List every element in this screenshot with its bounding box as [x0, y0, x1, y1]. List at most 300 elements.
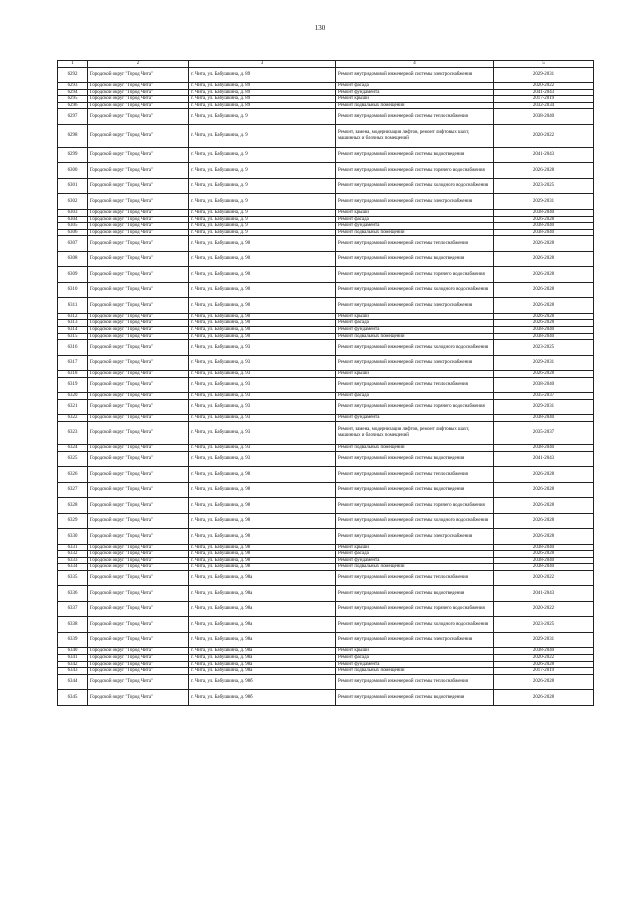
period-cell: 2029-2031: [494, 399, 594, 415]
period-cell: 2020-2022: [494, 83, 594, 90]
work-type-cell: Ремонт внутридомовой инженерной системы водоотведения: [336, 451, 494, 467]
address-cell: г. Чита, ул. Бабушкина, д. 9: [189, 229, 336, 236]
municipality-cell: Городской округ "Город Чита": [88, 223, 189, 230]
row-number: 6323: [58, 422, 88, 445]
column-header: 3: [189, 61, 336, 68]
work-type-cell: Ремонт внутридомовой инженерной системы теплоснабжения: [336, 236, 494, 252]
row-number: 6334: [58, 564, 88, 571]
table-row: [58, 223, 594, 230]
table-row: [58, 267, 594, 283]
column-header: 4: [336, 61, 494, 68]
work-type-cell: Ремонт внутридомовой инженерной системы электроснабжения: [336, 298, 494, 314]
municipality-cell: Городской округ "Город Чита": [88, 147, 189, 163]
municipality-cell: Городской округ "Город Чита": [88, 320, 189, 327]
table-row: [58, 482, 594, 498]
address-cell: г. Чита, ул. Бабушкина, д. 90: [189, 298, 336, 314]
table-row: [58, 661, 594, 668]
table-row: [58, 67, 594, 83]
municipality-cell: Городской округ "Город Чита": [88, 377, 189, 393]
work-type-cell: Ремонт внутридомовой инженерной системы холодного водоснабжения: [336, 340, 494, 356]
period-cell: 2038-2040: [494, 648, 594, 655]
municipality-cell: Городской округ "Город Чита": [88, 632, 189, 648]
row-number: 6305: [58, 223, 88, 230]
address-cell: г. Чита, ул. Бабушкина, д. 9: [189, 209, 336, 216]
work-type-cell: Ремонт внутридомовой инженерной системы горячего водоснабжения: [336, 399, 494, 415]
work-type-cell: Ремонт внутридомовой инженерной системы теплоснабжения: [336, 467, 494, 483]
period-cell: 2026-2028: [494, 298, 594, 314]
row-number: 6322: [58, 415, 88, 422]
column-header: 1: [58, 61, 88, 68]
municipality-cell: Городской округ "Город Чита": [88, 557, 189, 564]
table-row: [58, 251, 594, 267]
period-cell: 2029-2031: [494, 194, 594, 210]
address-cell: г. Чита, ул. Бабушкина, д. 98а: [189, 586, 336, 602]
work-type-cell: Ремонт внутридомовой инженерной системы теплоснабжения: [336, 109, 494, 125]
period-cell: 2020-2022: [494, 124, 594, 147]
work-type-cell: Ремонт крыши: [336, 544, 494, 551]
table-row: [58, 282, 594, 298]
address-cell: г. Чита, ул. Бабушкина, д. 90: [189, 320, 336, 327]
row-number: 6297: [58, 109, 88, 125]
address-cell: г. Чита, ул. Бабушкина, д. 9: [189, 216, 336, 223]
work-type-cell: Ремонт фундамента: [336, 89, 494, 96]
municipality-cell: Городской округ "Город Чита": [88, 313, 189, 320]
address-cell: г. Чита, ул. Бабушкина, д. 9: [189, 178, 336, 194]
work-type-cell: Ремонт фасада: [336, 393, 494, 400]
period-cell: 2038-2040: [494, 327, 594, 334]
municipality-cell: Городской округ "Город Чита": [88, 282, 189, 298]
work-type-cell: Ремонт подвальных помещений: [336, 229, 494, 236]
municipality-cell: Городской округ "Город Чита": [88, 251, 189, 267]
address-cell: г. Чита, ул. Бабушкина, д. 89: [189, 96, 336, 103]
municipality-cell: Городской округ "Город Чита": [88, 67, 189, 83]
table-row: [58, 333, 594, 340]
address-cell: г. Чита, ул. Бабушкина, д. 9: [189, 109, 336, 125]
address-cell: г. Чита, ул. Бабушкина, д. 98б: [189, 690, 336, 706]
municipality-cell: Городской округ "Город Чита": [88, 298, 189, 314]
table-body: [58, 67, 594, 705]
address-cell: г. Чита, ул. Бабушкина, д. 90: [189, 333, 336, 340]
table-row: [58, 371, 594, 378]
period-cell: 2020-2022: [494, 655, 594, 662]
municipality-cell: Городской округ "Город Чита": [88, 333, 189, 340]
period-cell: 2017-2019: [494, 668, 594, 675]
table-row: [58, 544, 594, 551]
municipality-cell: Городской округ "Город Чита": [88, 229, 189, 236]
work-type-cell: Ремонт внутридомовой инженерной системы горячего водоснабжения: [336, 498, 494, 514]
table-row: [58, 451, 594, 467]
row-number: 6340: [58, 648, 88, 655]
address-cell: г. Чита, ул. Бабушкина, д. 93: [189, 393, 336, 400]
period-cell: 2038-2040: [494, 377, 594, 393]
address-cell: г. Чита, ул. Бабушкина, д. 93: [189, 371, 336, 378]
work-type-cell: Ремонт фундамента: [336, 327, 494, 334]
municipality-cell: Городской округ "Город Чита": [88, 655, 189, 662]
period-cell: 2026-2028: [494, 267, 594, 283]
table-row: [58, 209, 594, 216]
row-number: 6320: [58, 393, 88, 400]
work-type-cell: Ремонт внутридомовой инженерной системы холодного водоснабжения: [336, 282, 494, 298]
row-number: 6301: [58, 178, 88, 194]
table-row: [58, 655, 594, 662]
row-number: 6336: [58, 586, 88, 602]
work-type-cell: Ремонт фундамента: [336, 223, 494, 230]
row-number: 6303: [58, 209, 88, 216]
table-row: [58, 399, 594, 415]
row-number: 6295: [58, 96, 88, 103]
period-cell: 2041-2043: [494, 89, 594, 96]
period-cell: 2026-2028: [494, 216, 594, 223]
address-cell: г. Чита, ул. Бабушкина, д. 98: [189, 482, 336, 498]
work-type-cell: Ремонт внутридомовой инженерной системы водоотведения: [336, 147, 494, 163]
period-cell: 2038-2040: [494, 333, 594, 340]
table-row: [58, 320, 594, 327]
row-number: 6312: [58, 313, 88, 320]
row-number: 6314: [58, 327, 88, 334]
row-number: 6337: [58, 601, 88, 617]
table-row: [58, 178, 594, 194]
table-row: [58, 529, 594, 545]
address-cell: г. Чита, ул. Бабушкина, д. 98а: [189, 668, 336, 675]
address-cell: г. Чита, ул. Бабушкина, д. 98а: [189, 570, 336, 586]
municipality-cell: Городской округ "Город Чита": [88, 617, 189, 633]
table-row: [58, 551, 594, 558]
work-type-cell: Ремонт подвальных помещений: [336, 564, 494, 571]
period-cell: 2020-2022: [494, 601, 594, 617]
period-cell: 2026-2028: [494, 498, 594, 514]
address-cell: г. Чита, ул. Бабушкина, д. 90: [189, 313, 336, 320]
municipality-cell: Городской округ "Город Чита": [88, 661, 189, 668]
municipality-cell: Городской округ "Город Чита": [88, 674, 189, 690]
municipality-cell: Городской округ "Город Чита": [88, 216, 189, 223]
period-cell: 2032-2034: [494, 102, 594, 109]
address-cell: г. Чита, ул. Бабушкина, д. 98: [189, 513, 336, 529]
row-number: 6307: [58, 236, 88, 252]
work-type-cell: Ремонт фундамента: [336, 661, 494, 668]
period-cell: 2041-2043: [494, 586, 594, 602]
address-cell: г. Чита, ул. Бабушкина, д. 89: [189, 67, 336, 83]
row-number: 6326: [58, 467, 88, 483]
period-cell: 2038-2040: [494, 415, 594, 422]
period-cell: 2026-2028: [494, 690, 594, 706]
row-number: 6329: [58, 513, 88, 529]
work-type-cell: Ремонт крыши: [336, 313, 494, 320]
work-type-cell: Ремонт внутридомовой инженерной системы теплоснабжения: [336, 674, 494, 690]
work-type-cell: Ремонт внутридомовой инженерной системы холодного водоснабжения: [336, 513, 494, 529]
work-type-cell: Ремонт, замена, модернизация лифтов, ремонт лифтовых шахт, машинных и блочных помещений: [336, 124, 494, 147]
address-cell: г. Чита, ул. Бабушкина, д. 90: [189, 327, 336, 334]
address-cell: г. Чита, ул. Бабушкина, д. 98а: [189, 617, 336, 633]
column-header: 5: [494, 61, 594, 68]
period-cell: 2038-2040: [494, 109, 594, 125]
municipality-cell: Городской округ "Город Чита": [88, 601, 189, 617]
municipality-cell: Городской округ "Город Чита": [88, 163, 189, 179]
work-type-cell: Ремонт внутридомовой инженерной системы электроснабжения: [336, 67, 494, 83]
municipality-cell: Городской округ "Город Чита": [88, 194, 189, 210]
row-number: 6309: [58, 267, 88, 283]
period-cell: 2023-2025: [494, 340, 594, 356]
table-row: [58, 393, 594, 400]
address-cell: г. Чита, ул. Бабушкина, д. 93: [189, 399, 336, 415]
table-row: [58, 163, 594, 179]
page-number: 130: [314, 24, 326, 32]
municipality-cell: Городской округ "Город Чита": [88, 340, 189, 356]
table-row: [58, 377, 594, 393]
row-number: 6304: [58, 216, 88, 223]
work-type-cell: Ремонт внутридомовой инженерной системы горячего водоснабжения: [336, 601, 494, 617]
table-row: [58, 601, 594, 617]
work-type-cell: Ремонт фасада: [336, 216, 494, 223]
work-type-cell: Ремонт фундамента: [336, 557, 494, 564]
municipality-cell: Городской округ "Город Чита": [88, 96, 189, 103]
address-cell: г. Чита, ул. Бабушкина, д. 93: [189, 445, 336, 452]
period-cell: 2026-2028: [494, 467, 594, 483]
address-cell: г. Чита, ул. Бабушкина, д. 98: [189, 498, 336, 514]
row-number: 6296: [58, 102, 88, 109]
row-number: 6300: [58, 163, 88, 179]
period-cell: 2026-2028: [494, 236, 594, 252]
municipality-cell: Городской округ "Город Чита": [88, 422, 189, 445]
table-row: [58, 96, 594, 103]
row-number: 6335: [58, 570, 88, 586]
row-number: 6315: [58, 333, 88, 340]
municipality-cell: Городской округ "Город Чита": [88, 415, 189, 422]
period-cell: 2026-2028: [494, 320, 594, 327]
row-number: 6324: [58, 445, 88, 452]
period-cell: 2020-2022: [494, 570, 594, 586]
municipality-cell: Городской округ "Город Чита": [88, 355, 189, 371]
table-row: [58, 147, 594, 163]
table-row: [58, 498, 594, 514]
address-cell: г. Чита, ул. Бабушкина, д. 98а: [189, 632, 336, 648]
work-type-cell: Ремонт крыши: [336, 209, 494, 216]
table-row: [58, 668, 594, 675]
work-type-cell: Ремонт фасада: [336, 655, 494, 662]
municipality-cell: Городской округ "Город Чита": [88, 544, 189, 551]
address-cell: г. Чита, ул. Бабушкина, д. 93: [189, 355, 336, 371]
address-cell: г. Чита, ул. Бабушкина, д. 98: [189, 467, 336, 483]
municipality-cell: Городской округ "Город Чита": [88, 690, 189, 706]
address-cell: г. Чита, ул. Бабушкина, д. 98: [189, 564, 336, 571]
table-row: [58, 89, 594, 96]
table-row: [58, 586, 594, 602]
work-type-cell: Ремонт внутридомовой инженерной системы холодного водоснабжения: [336, 178, 494, 194]
address-cell: г. Чита, ул. Бабушкина, д. 89: [189, 89, 336, 96]
period-cell: 2029-2031: [494, 632, 594, 648]
table-row: [58, 83, 594, 90]
period-cell: 2026-2028: [494, 661, 594, 668]
period-cell: 2026-2028: [494, 371, 594, 378]
table-header-row: [58, 61, 594, 68]
work-type-cell: Ремонт подвальных помещений: [336, 102, 494, 109]
address-cell: г. Чита, ул. Бабушкина, д. 90: [189, 282, 336, 298]
municipality-cell: Городской округ "Город Чита": [88, 482, 189, 498]
period-cell: 2026-2028: [494, 529, 594, 545]
address-cell: г. Чита, ул. Бабушкина, д. 9: [189, 194, 336, 210]
address-cell: г. Чита, ул. Бабушкина, д. 98: [189, 529, 336, 545]
table-row: [58, 355, 594, 371]
period-cell: 2026-2028: [494, 513, 594, 529]
row-number: 6332: [58, 551, 88, 558]
row-number: 6345: [58, 690, 88, 706]
table-row: [58, 632, 594, 648]
table-row: [58, 564, 594, 571]
period-cell: 2023-2025: [494, 178, 594, 194]
municipality-cell: Городской округ "Город Чита": [88, 102, 189, 109]
period-cell: 2038-2040: [494, 209, 594, 216]
municipality-cell: Городской округ "Город Чита": [88, 467, 189, 483]
row-number: 6342: [58, 661, 88, 668]
work-type-cell: Ремонт внутридомовой инженерной системы водоотведения: [336, 690, 494, 706]
row-number: 6294: [58, 89, 88, 96]
address-cell: г. Чита, ул. Бабушкина, д. 89: [189, 83, 336, 90]
address-cell: г. Чита, ул. Бабушкина, д. 9: [189, 163, 336, 179]
row-number: 6327: [58, 482, 88, 498]
municipality-cell: Городской округ "Город Чита": [88, 267, 189, 283]
row-number: 6339: [58, 632, 88, 648]
period-cell: 2041-2043: [494, 147, 594, 163]
address-cell: г. Чита, ул. Бабушкина, д. 90: [189, 267, 336, 283]
municipality-cell: Городской округ "Город Чита": [88, 648, 189, 655]
table-row: [58, 513, 594, 529]
row-number: 6308: [58, 251, 88, 267]
table-row: [58, 570, 594, 586]
period-cell: 2026-2028: [494, 251, 594, 267]
table-row: [58, 313, 594, 320]
municipality-cell: Городской округ "Город Чита": [88, 498, 189, 514]
row-number: 6302: [58, 194, 88, 210]
work-type-cell: Ремонт внутридомовой инженерной системы горячего водоснабжения: [336, 267, 494, 283]
table-row: [58, 557, 594, 564]
row-number: 6306: [58, 229, 88, 236]
table-row: [58, 422, 594, 445]
table-row: [58, 690, 594, 706]
municipality-cell: Городской округ "Город Чита": [88, 89, 189, 96]
municipality-cell: Городской округ "Город Чита": [88, 513, 189, 529]
work-type-cell: Ремонт внутридомовой инженерной системы электроснабжения: [336, 355, 494, 371]
table-row: [58, 467, 594, 483]
column-header: 2: [88, 61, 189, 68]
work-type-cell: Ремонт внутридомовой инженерной системы электроснабжения: [336, 194, 494, 210]
municipality-cell: Городской округ "Город Чита": [88, 668, 189, 675]
table-row: [58, 102, 594, 109]
work-type-cell: Ремонт крыши: [336, 371, 494, 378]
table-row: [58, 340, 594, 356]
row-number: 6341: [58, 655, 88, 662]
municipality-cell: Городской округ "Город Чита": [88, 529, 189, 545]
row-number: 6344: [58, 674, 88, 690]
period-cell: 2038-2040: [494, 557, 594, 564]
period-cell: 2035-2037: [494, 393, 594, 400]
address-cell: г. Чита, ул. Бабушкина, д. 9: [189, 147, 336, 163]
municipality-cell: Городской округ "Город Чита": [88, 393, 189, 400]
municipality-cell: Городской округ "Город Чита": [88, 551, 189, 558]
period-cell: 2038-2040: [494, 223, 594, 230]
work-type-cell: Ремонт фундамента: [336, 415, 494, 422]
work-type-cell: Ремонт фасада: [336, 83, 494, 90]
work-type-cell: Ремонт подвальных помещений: [336, 333, 494, 340]
address-cell: г. Чита, ул. Бабушкина, д. 98: [189, 557, 336, 564]
address-cell: г. Чита, ул. Бабушкина, д. 89: [189, 102, 336, 109]
table-row: [58, 648, 594, 655]
period-cell: 2023-2025: [494, 617, 594, 633]
period-cell: 2038-2040: [494, 229, 594, 236]
table-row: [58, 229, 594, 236]
address-cell: г. Чита, ул. Бабушкина, д. 93: [189, 377, 336, 393]
row-number: 6298: [58, 124, 88, 147]
period-cell: 2038-2040: [494, 445, 594, 452]
municipality-cell: Городской округ "Город Чита": [88, 236, 189, 252]
address-cell: г. Чита, ул. Бабушкина, д. 93: [189, 415, 336, 422]
table-row: [58, 124, 594, 147]
capital-repair-table: [57, 60, 594, 706]
work-type-cell: Ремонт внутридомовой инженерной системы водоотведения: [336, 482, 494, 498]
row-number: 6293: [58, 83, 88, 90]
period-cell: 2029-2031: [494, 67, 594, 83]
period-cell: 2026-2028: [494, 674, 594, 690]
work-type-cell: Ремонт подвальных помещений: [336, 668, 494, 675]
address-cell: г. Чита, ул. Бабушкина, д. 98а: [189, 648, 336, 655]
municipality-cell: Городской округ "Город Чита": [88, 570, 189, 586]
table-row: [58, 327, 594, 334]
municipality-cell: Городской округ "Город Чита": [88, 178, 189, 194]
work-type-cell: Ремонт внутридомовой инженерной системы электроснабжения: [336, 529, 494, 545]
work-type-cell: Ремонт внутридомовой инженерной системы водоотведения: [336, 251, 494, 267]
work-type-cell: Ремонт внутридомовой инженерной системы горячего водоснабжения: [336, 163, 494, 179]
row-number: 6313: [58, 320, 88, 327]
period-cell: 2029-2031: [494, 355, 594, 371]
table-row: [58, 674, 594, 690]
row-number: 6299: [58, 147, 88, 163]
period-cell: 2038-2040: [494, 564, 594, 571]
row-number: 6319: [58, 377, 88, 393]
table-row: [58, 415, 594, 422]
municipality-cell: Городской округ "Город Чита": [88, 371, 189, 378]
work-type-cell: Ремонт подвальных помещений: [336, 445, 494, 452]
table-row: [58, 617, 594, 633]
work-type-cell: Ремонт крыши: [336, 96, 494, 103]
period-cell: 2017-2019: [494, 96, 594, 103]
municipality-cell: Городской округ "Город Чита": [88, 586, 189, 602]
row-number: 6333: [58, 557, 88, 564]
period-cell: 2026-2028: [494, 282, 594, 298]
period-cell: 2026-2028: [494, 313, 594, 320]
period-cell: 2026-2028: [494, 482, 594, 498]
row-number: 6343: [58, 668, 88, 675]
address-cell: г. Чита, ул. Бабушкина, д. 90: [189, 236, 336, 252]
address-cell: г. Чита, ул. Бабушкина, д. 98а: [189, 601, 336, 617]
row-number: 6321: [58, 399, 88, 415]
work-type-cell: Ремонт, замена, модернизация лифтов, ремонт лифтовых шахт, машинных и блочных помещений: [336, 422, 494, 445]
table-row: [58, 109, 594, 125]
row-number: 6328: [58, 498, 88, 514]
work-type-cell: Ремонт фасада: [336, 320, 494, 327]
row-number: 6338: [58, 617, 88, 633]
period-cell: 2035-2037: [494, 422, 594, 445]
address-cell: г. Чита, ул. Бабушкина, д. 98а: [189, 655, 336, 662]
work-type-cell: Ремонт внутридомовой инженерной системы теплоснабжения: [336, 570, 494, 586]
municipality-cell: Городской округ "Город Чита": [88, 399, 189, 415]
address-cell: г. Чита, ул. Бабушкина, д. 98: [189, 551, 336, 558]
row-number: 6310: [58, 282, 88, 298]
row-number: 6311: [58, 298, 88, 314]
table-row: [58, 298, 594, 314]
table-row: [58, 194, 594, 210]
address-cell: г. Чита, ул. Бабушкина, д. 98: [189, 544, 336, 551]
work-type-cell: Ремонт внутридомовой инженерной системы электроснабжения: [336, 632, 494, 648]
period-cell: 2026-2028: [494, 163, 594, 179]
address-cell: г. Чита, ул. Бабушкина, д. 98б: [189, 674, 336, 690]
